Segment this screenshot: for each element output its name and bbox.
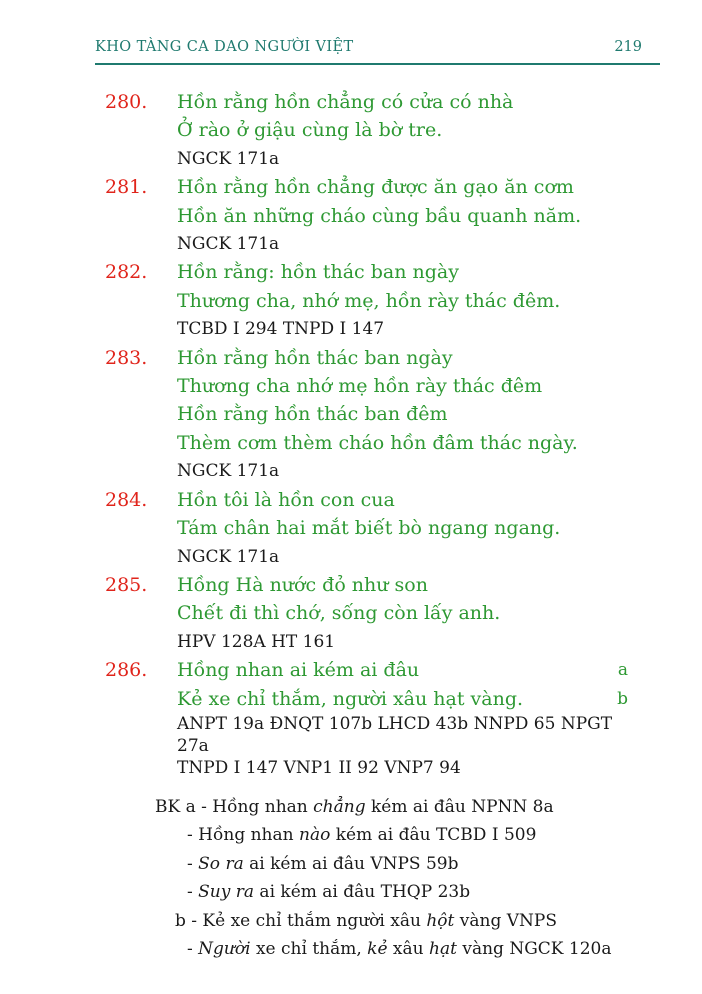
variant-text: b - Kẻ xe chỉ thắm người xâu [175,910,427,931]
verse-line [105,656,640,684]
variant-line [187,850,702,878]
variant-text-italic: chẳng [313,796,366,817]
verse-line [105,116,640,144]
verse-text: Hồn rằng hồn thác ban ngày [177,346,453,369]
citation-block [105,713,640,779]
variant-text: - Hồng nhan [187,825,299,846]
citation: NGCK 171a [177,461,280,482]
entry-number: 281. [105,176,148,199]
variant-text: kém ai đâu NPNN 8a [365,796,554,817]
variant-text: - [187,853,199,874]
entry-number: 283. [105,346,148,369]
variant-text: kém ai đâu TCBD I 509 [330,825,537,846]
citation: HPV 128A HT 161 [177,631,336,652]
entry-number: 286. [105,659,148,682]
verse-line [105,599,640,627]
verse-text: Hồng Hà nước đỏ như son [177,573,428,596]
variant-text-italic: nào [299,825,331,846]
entry-number: 284. [105,488,148,511]
variant-text-italic: hạt [429,938,457,959]
verse-line [105,173,640,201]
entry-286 [105,656,640,779]
citation: TCBD I 294 TNPD I 147 [177,319,385,340]
verse-line [105,400,640,428]
verse-text: Hồn ăn những cháo cùng bầu quanh năm. [177,204,582,227]
variant-line [187,935,702,963]
page-number: 219 [614,39,642,55]
book-title: KHO TÀNG CA DAO NGƯỜI VIỆT [95,39,354,55]
variant-text: ai kém ai đâu VNPS 59b [243,853,459,874]
verse-text: Ở rào ở giậu cùng là bờ tre. [177,119,443,142]
verse-text: Hồn rằng: hồn thác ban ngày [177,261,459,284]
verse-text: Thèm cơm thèm cháo hồn đâm thác ngày. [177,431,578,454]
entry-number: 280. [105,91,148,113]
variant-text: - [187,882,199,903]
verse-text: Tám chân hai mắt biết bò ngang ngang. [177,517,561,540]
variant-line [155,793,702,821]
entry-280 [105,88,640,173]
variant-text-italic: hột [426,910,455,931]
entry-283 [105,344,640,486]
verse-line [105,202,640,230]
verse-line [105,88,640,116]
variant-text: vàng NGCK 120a [456,938,612,959]
variant-text: - [187,938,199,959]
verse-line [105,685,640,713]
entry-281 [105,173,640,258]
verse-line [105,287,640,315]
verse-line [105,344,640,372]
verse-marker-a: a [617,660,628,681]
variant-text-italic: So ra [198,853,244,874]
verse-text: Hồn tôi là hồn con cua [177,488,395,511]
verse-text: Thương cha nhớ mẹ hồn rày thác đêm [177,375,543,398]
verse-text: Hồn rằng hồn chẳng được ăn gạo ăn cơm [177,176,574,199]
verse-line [105,571,640,599]
citation: TNPD I 147 VNP1 II 92 VNP7 94 [177,757,461,778]
variant-text: BK a - Hồng nhan [155,796,314,817]
variant-text: ai kém ai đâu THQP 23b [254,882,471,903]
variants-block [0,793,702,963]
variant-text-italic: kẻ [367,938,388,959]
citation: NGCK 171a [177,234,280,255]
variant-text: xâu [387,938,430,959]
verse-text: Hồng nhan ai kém ai đâu [177,659,420,682]
entry-282 [105,258,640,343]
variant-text-italic: Người [198,938,251,959]
entries-list [105,88,640,779]
citation: NGCK 171a [177,546,280,567]
verse-line [105,372,640,400]
variant-text: vàng VNPS [454,910,557,931]
entry-284 [105,486,640,571]
page-header [95,39,660,65]
verse-marker-b: b [617,688,628,709]
variant-line [187,821,702,849]
variant-text-italic: Suy ra [198,882,255,903]
entry-285 [105,571,640,656]
citation: NGCK 171a [177,148,280,169]
entry-number: 282. [105,261,148,284]
verse-text: Thương cha, nhớ mẹ, hồn rày thác đêm. [177,289,561,312]
variant-text: xe chỉ thắm, [250,938,368,959]
verse-text: Hồn rằng hồn chẳng có cửa có nhà [177,91,514,113]
entry-number: 285. [105,573,148,596]
verse-line [105,486,640,514]
verse-line [105,429,640,457]
verse-text: Chết đi thì chớ, sống còn lấy anh. [177,602,501,625]
verse-text: Kẻ xe chỉ thắm, người xâu hạt vàng. [177,687,524,710]
variant-line [187,878,702,906]
variant-line [175,907,702,935]
citation: ANPT 19a ĐNQT 107b LHCD 43b NNPD 65 NPGT 27a [177,713,613,756]
verse-line [105,514,640,542]
verse-text: Hồn rằng hồn thác ban đêm [177,403,448,426]
verse-line [105,258,640,286]
